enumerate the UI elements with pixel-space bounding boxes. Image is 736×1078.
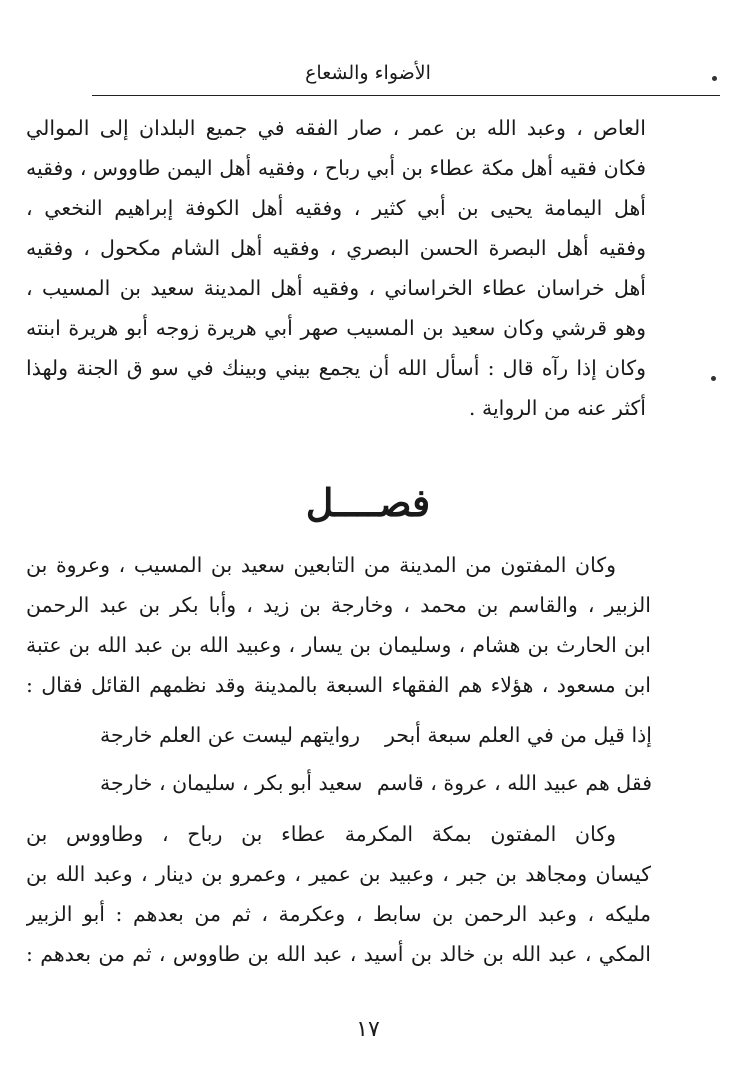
poem-hemistich: روايتهم ليست عن العلم خارجة bbox=[100, 723, 360, 747]
text-line: وكان المفتون بمكة المكرمة عطاء بن رباح ، وطاووس بن bbox=[26, 822, 616, 846]
text-line: ابن الحارث بن هشام ، وسليمان بن يسار ، وعبيد الله بن عبد الله بن عتبة bbox=[26, 633, 651, 657]
text-line: كيسان ومجاهد بن جبر ، وعبيد بن عمير ، وعمرو بن دينار ، وعبد الله بن bbox=[26, 862, 651, 886]
text-line: مليكه ، وعبد الرحمن بن سابط ، وعكرمة ، ثم من بعدهم : أبو الزبير bbox=[26, 902, 651, 926]
text-line: الزبير ، والقاسم بن محمد ، وخارجة بن زيد ، وأبا بكر بن عبد الرحمن bbox=[26, 593, 651, 617]
text-line: أكثر عنه من الرواية . bbox=[468, 396, 646, 420]
text-line: أهل خراسان عطاء الخراساني ، وفقيه أهل المدينة سعيد بن المسيب ، bbox=[26, 276, 646, 300]
text-line: فكان فقيه أهل مكة عطاء بن أبي رباح ، وفقيه أهل اليمن طاووس ، وفقيه bbox=[26, 156, 646, 180]
text-line: أهل اليمامة يحيى بن أبي كثير ، وفقيه أهل الكوفة إبراهيم النخعي ، bbox=[26, 196, 646, 220]
header-rule bbox=[92, 95, 720, 96]
text-line: وكان إذا رآه قال : أسأل الله أن يجمع بيني وبينك في سو ق الجنة ولهذا bbox=[26, 356, 646, 380]
text-line: ابن مسعود ، هؤلاء هم الفقهاء السبعة بالمدينة وقد نظمهم القائل فقال : bbox=[26, 673, 651, 697]
text-line: وهو قرشي وكان سعيد بن المسيب صهر أبي هريرة زوجه أبو هريرة ابنته bbox=[26, 316, 646, 340]
poem-hemistich: فقل هم عبيد الله ، عروة ، قاسم bbox=[376, 771, 652, 795]
section-title: فصــــل bbox=[305, 480, 431, 525]
margin-mark bbox=[711, 376, 716, 381]
running-header: الأضواء والشعاع bbox=[305, 62, 431, 84]
text-line: وفقيه أهل البصرة الحسن البصري ، وفقيه أهل الشام مكحول ، وفقيه bbox=[26, 236, 646, 260]
margin-mark bbox=[712, 76, 717, 81]
poem-hemistich: سعيد أبو بكر ، سليمان ، خارجة bbox=[100, 771, 363, 795]
page-number: ١٧ bbox=[356, 1017, 380, 1042]
text-line: وكان المفتون من المدينة من التابعين سعيد بن المسيب ، وعروة بن bbox=[26, 553, 616, 577]
poem-hemistich: إذا قيل من في العلم سبعة أبحر bbox=[384, 723, 652, 747]
text-line: العاص ، وعبد الله بن عمر ، صار الفقه في جميع البلدان إلى الموالي bbox=[26, 116, 646, 140]
text-line: المكي ، عبد الله بن خالد بن أسيد ، عبد الله بن طاووس ، ثم من بعدهم : bbox=[26, 942, 651, 966]
